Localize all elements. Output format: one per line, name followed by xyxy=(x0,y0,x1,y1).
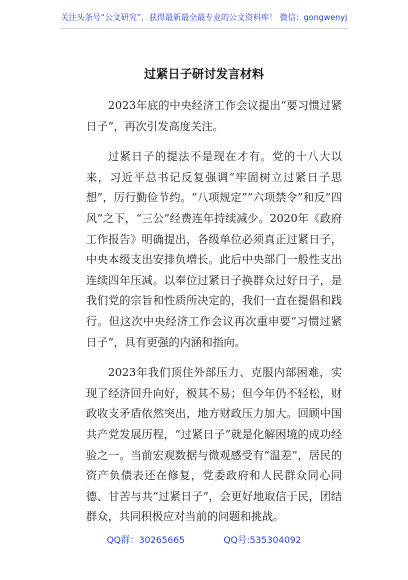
header-divider xyxy=(60,28,348,29)
footer-qq-group: QQ群：30265665 xyxy=(106,536,185,546)
footer-contact xyxy=(0,535,408,547)
footer-qq-number: QQ号:535304092 xyxy=(223,536,302,546)
header-promo-text: 关注头条号“公文研究”，获得最新最全最专业的公文资料库！ 微信：gongwenyj xyxy=(60,13,348,22)
paragraph-1: 2023年底的中央经济工作会议提出“要习惯过紧日子”，再次引发高度关注。 xyxy=(86,99,342,133)
paragraph-2: 过紧日子的提法不是现在才有。党的十八大以来，习近平总书记反复强调“牢固树立过紧日子思想”，厉行勤俭节约。“八项规定”“六项禁令”和反“四风”之下，“三公”经费连年持续减少。2020年《政府工作报告》明确提出，各级单位必须真正过紧日子，中央本级支出安排负增长。此后中央部门一般性支出连续四年压减。以奉位过紧日子换群众过好日子，是我们党的宗旨和性质所决定的，我们一直在提倡和践行。但这次中央经济工作会议再次重申要“习惯过紧日子”，具有更强的内涵和指向。 xyxy=(86,150,342,349)
paragraph-3: 2023年我们顶住外部压力、克服内部困难，实现了经济回升向好，极其不易；但今年仍不轻松，财政收支矛盾依然突出，地方财政压力加大。回顾中国共产党发展历程，“过紧日子”就是化解困境的成功经验之一。当前宏观数据与微观感受有“温差”，居民的资产负债表还在修复，党委政府和人民群众同心同德、甘苦与共“过紧日子”，会更好地取信于民，团结群众，共同积极应对当前的问题和挑战。 xyxy=(86,366,342,524)
document-title: 过紧日子研讨发言材料 xyxy=(143,67,264,81)
document-body xyxy=(86,96,342,538)
